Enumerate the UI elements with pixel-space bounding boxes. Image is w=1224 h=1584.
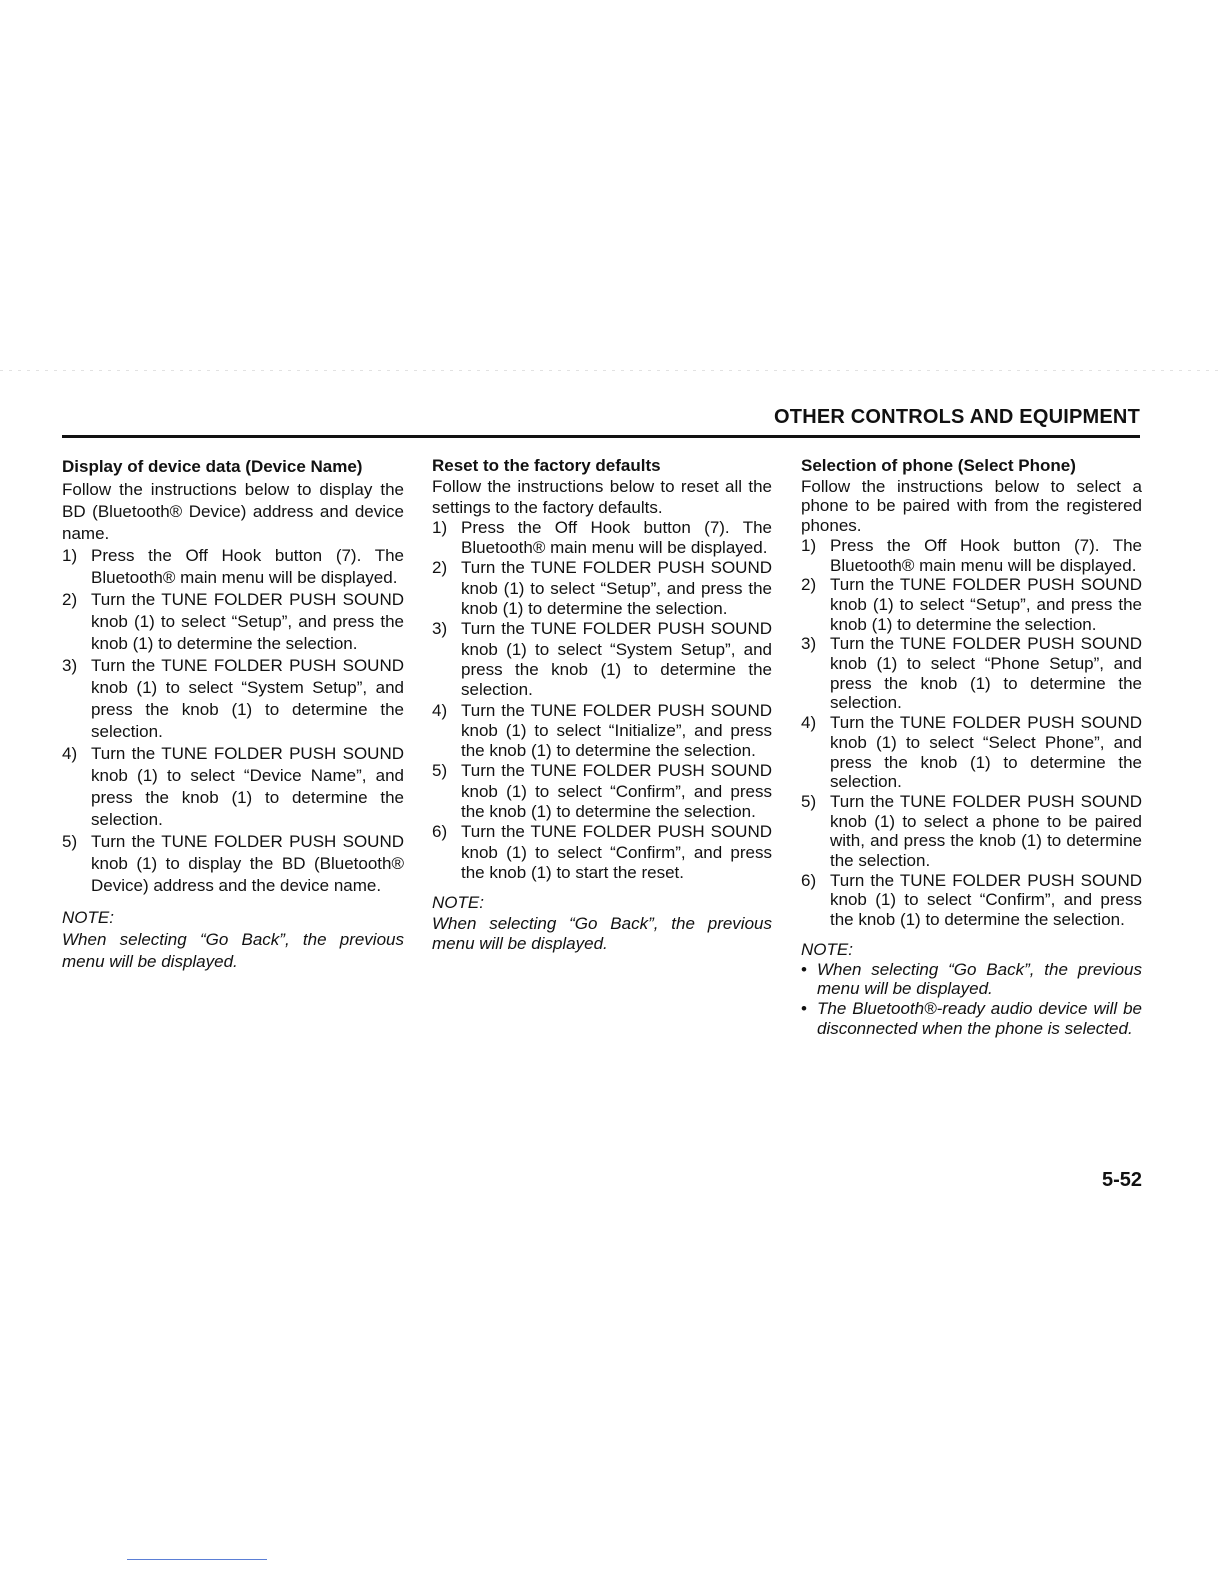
heading-select-phone: Selection of phone (Select Phone) — [801, 456, 1076, 475]
step-item — [801, 634, 1142, 713]
intro-device-name: Follow the instructions below to display the BD (Bluetooth® Device) address and device name. — [62, 480, 404, 543]
step-number: 1) — [62, 546, 78, 565]
step-number: 5) — [62, 832, 78, 851]
step-item — [62, 589, 404, 655]
footer-link-line — [127, 1559, 267, 1560]
column-device-name — [62, 456, 404, 973]
steps-select-phone — [801, 536, 1142, 930]
heading-device-name: Display of device data (Device Name) — [62, 457, 363, 476]
step-text: Turn the TUNE FOLDER PUSH SOUND knob (1) to select “System Setup”, and press the knob (1) to determine the selection. — [461, 619, 772, 700]
note-bullet-item — [801, 999, 1142, 1038]
note-factory-reset — [432, 893, 772, 954]
step-text: Turn the TUNE FOLDER PUSH SOUND knob (1) to select “Initialize”, and press the knob (1) to determine the selection. — [461, 700, 772, 761]
column-select-phone — [801, 456, 1142, 1038]
step-number: 2) — [801, 575, 817, 595]
step-text: Turn the TUNE FOLDER PUSH SOUND knob (1) to select “Setup”, and press the knob (1) to determine the selection. — [461, 558, 772, 619]
page-number: 5-52 — [1101, 1169, 1142, 1191]
step-text: Turn the TUNE FOLDER PUSH SOUND knob (1) to select “Setup”, and press the knob (1) to determine the selection. — [91, 590, 404, 653]
column-factory-reset — [432, 456, 772, 954]
note-bullet-text: The Bluetooth®-ready audio device will be disconnected when the phone is selected. — [817, 998, 1142, 1038]
intro-factory-reset: Follow the instructions below to reset all the settings to the factory defaults. — [432, 477, 772, 517]
step-text: Turn the TUNE FOLDER PUSH SOUND knob (1) to select “Confirm”, and press the knob (1) to start the reset. — [461, 822, 772, 882]
step-text: Turn the TUNE FOLDER PUSH SOUND knob (1) to select “Confirm”, and press the knob (1) to determine the selection. — [830, 870, 1142, 930]
step-number: 2) — [432, 558, 448, 578]
step-number: 4) — [432, 700, 448, 720]
note-bullets — [801, 960, 1142, 1039]
step-text: Turn the TUNE FOLDER PUSH SOUND knob (1) to display the BD (Bluetooth® Device) address and the device name. — [91, 832, 404, 895]
step-item — [801, 871, 1142, 930]
step-number: 6) — [432, 822, 448, 842]
note-label: NOTE: — [801, 939, 853, 959]
step-item — [432, 701, 772, 762]
step-item — [62, 655, 404, 743]
step-text: Turn the TUNE FOLDER PUSH SOUND knob (1) to select “Select Phone”, and press the knob (1) to determine the selection. — [830, 713, 1142, 792]
step-text: Turn the TUNE FOLDER PUSH SOUND knob (1) to select “Setup”, and press the knob (1) to determine the selection. — [830, 575, 1142, 634]
step-number: 1) — [432, 517, 448, 537]
note-label: NOTE: — [432, 893, 484, 913]
step-number: 4) — [62, 744, 78, 763]
step-item — [432, 822, 772, 883]
step-number: 5) — [432, 761, 448, 781]
note-bullet-text: When selecting “Go Back”, the previous menu will be displayed. — [817, 959, 1142, 999]
step-item — [801, 536, 1142, 575]
intro-select-phone: Follow the instructions below to select a phone to be paired with from the registered phones. — [801, 476, 1142, 536]
step-number: 3) — [432, 619, 448, 639]
step-text: Turn the TUNE FOLDER PUSH SOUND knob (1) to select “Phone Setup”, and press the knob (1) to determine the selection. — [830, 634, 1142, 713]
note-text: When selecting “Go Back”, the previous menu will be displayed. — [432, 913, 772, 953]
step-number: 3) — [62, 656, 78, 675]
note-text: When selecting “Go Back”, the previous menu will be displayed. — [62, 930, 404, 971]
step-item — [801, 575, 1142, 634]
step-number: 5) — [801, 791, 817, 811]
note-bullet-item — [801, 960, 1142, 999]
step-text: Turn the TUNE FOLDER PUSH SOUND knob (1) to select “System Setup”, and press the knob (1) to determine the selection. — [91, 656, 404, 741]
step-item — [432, 761, 772, 822]
bullet-icon: • — [801, 959, 807, 979]
step-text: Press the Off Hook button (7). The Bluetooth® main menu will be displayed. — [91, 546, 404, 587]
steps-factory-reset — [432, 518, 772, 883]
step-text: Turn the TUNE FOLDER PUSH SOUND knob (1) to select “Confirm”, and press the knob (1) to determine the selection. — [461, 761, 772, 822]
steps-device-name — [62, 545, 404, 897]
section-header: OTHER CONTROLS AND EQUIPMENT — [774, 406, 1140, 428]
note-label: NOTE: — [62, 908, 114, 927]
step-number: 1) — [801, 535, 817, 555]
scan-artifact-line — [0, 370, 1224, 371]
step-number: 3) — [801, 634, 817, 654]
step-item — [62, 743, 404, 831]
step-text: Press the Off Hook button (7). The Bluetooth® main menu will be displayed. — [461, 517, 772, 558]
step-item — [801, 713, 1142, 792]
step-text: Turn the TUNE FOLDER PUSH SOUND knob (1) to select “Device Name”, and press the knob (1) to determine the selection. — [91, 744, 404, 829]
step-text: Turn the TUNE FOLDER PUSH SOUND knob (1) to select a phone to be paired with, and press the knob (1) to determine the selection. — [830, 791, 1142, 871]
step-text: Press the Off Hook button (7). The Bluetooth® main menu will be displayed. — [830, 535, 1142, 575]
bullet-icon: • — [801, 998, 807, 1018]
step-item — [432, 619, 772, 700]
step-item — [432, 518, 772, 559]
step-number: 2) — [62, 590, 78, 609]
step-item — [432, 558, 772, 619]
step-number: 4) — [801, 713, 817, 733]
step-number: 6) — [801, 870, 817, 890]
note-device-name — [62, 907, 404, 973]
step-item — [801, 792, 1142, 871]
note-select-phone — [801, 940, 1142, 1039]
heading-factory-reset: Reset to the factory defaults — [432, 456, 661, 475]
header-rule — [62, 435, 1140, 438]
step-item — [62, 831, 404, 897]
step-item — [62, 545, 404, 589]
